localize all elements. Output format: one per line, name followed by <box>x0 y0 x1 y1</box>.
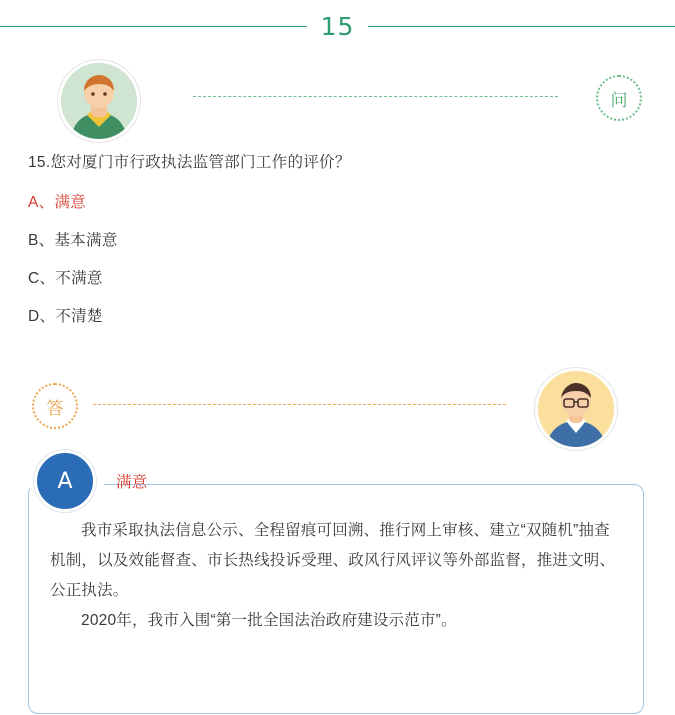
answer-marker-label: 满意 <box>116 474 148 491</box>
avatar-questioner <box>58 60 140 142</box>
option-a[interactable] <box>28 190 528 212</box>
option-a-label: 满意 <box>54 194 87 211</box>
option-b[interactable] <box>28 228 528 250</box>
answer-divider <box>93 404 506 405</box>
option-d-key: D、 <box>28 308 56 325</box>
question-options <box>28 190 528 342</box>
avatar-responder-image <box>538 371 614 447</box>
header-rule-right <box>368 26 675 27</box>
header-rule-left <box>0 26 307 27</box>
answer-text <box>50 516 624 636</box>
option-c-label: 不满意 <box>55 270 103 287</box>
answer-block <box>28 450 646 629</box>
answer-badge-icon: 答 <box>32 383 78 429</box>
option-d[interactable] <box>28 304 528 326</box>
avatar-responder <box>535 368 617 450</box>
option-c[interactable] <box>28 266 528 288</box>
answer-paragraph-2: 2020年，我市入围“第一批全国法治政府建设示范市”。 <box>81 612 457 629</box>
option-a-key: A、 <box>28 194 55 211</box>
question-badge-icon: 问 <box>596 75 642 121</box>
page-number: 15 <box>320 11 355 41</box>
answer-paragraph-1: 我市采取执法信息公示、全程留痕可回溯、推行网上审核、建立“双随机”抽查机制，以及效能督查、市长热线投诉受理、政风行风评议等外部监督，推进文明、公正执法。 <box>50 522 616 599</box>
avatar-questioner-image <box>61 63 137 139</box>
page-number-header <box>0 12 675 40</box>
question-divider <box>193 96 558 97</box>
answer-marker: A <box>34 450 96 512</box>
option-d-label: 不清楚 <box>55 308 103 325</box>
question-text: 15.您对厦门市行政执法监管部门工作的评价？ <box>28 154 351 171</box>
option-c-key: C、 <box>28 270 56 287</box>
option-b-key: B、 <box>28 232 55 249</box>
option-b-label: 基本满意 <box>54 232 118 249</box>
answer-header <box>28 450 646 512</box>
